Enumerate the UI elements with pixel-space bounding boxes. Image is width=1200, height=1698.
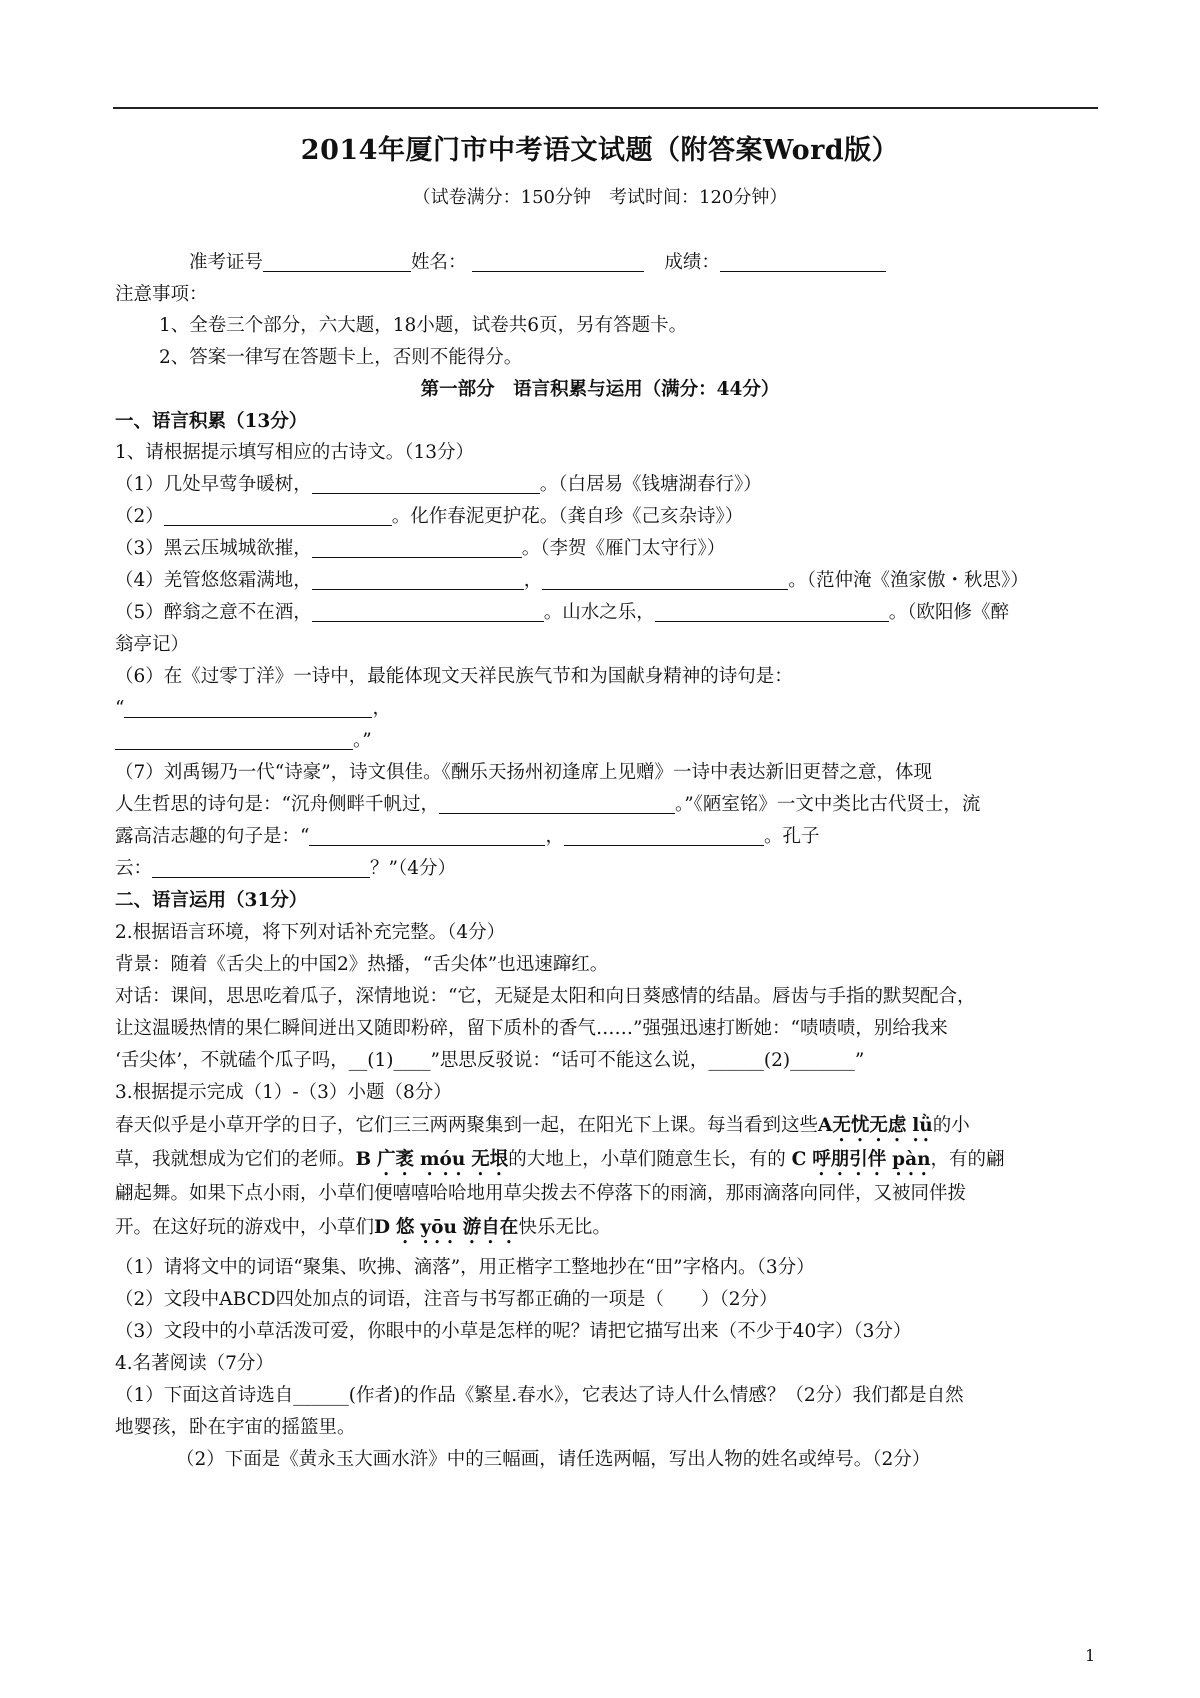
answer-blank[interactable] bbox=[164, 506, 392, 526]
question-1-item bbox=[115, 857, 456, 881]
answer-blank[interactable] bbox=[439, 794, 675, 814]
dialogue-text: 让这温暖热情的果仁瞬间迸出又随即粉碎，留下质朴的香气……”强强迅速打断她：“啧啧啧，别给我来 bbox=[115, 1018, 948, 1039]
passage-text: 春天似乎是小草开学的日子，它们三三两两聚集到一起，在阳光下上课。每当看到这些 bbox=[115, 1115, 819, 1136]
question-1-item bbox=[115, 601, 1009, 625]
option-d-pinyin: yōu bbox=[420, 1217, 457, 1238]
notes-heading: 注意事项： bbox=[115, 284, 208, 305]
option-b-word: 广袤 bbox=[377, 1149, 415, 1170]
sub-question: （1）请将文中的词语“聚集、吹拂、滴落”，用正楷字工整地抄在“田”字格内。（3分） bbox=[115, 1257, 815, 1278]
item-text: 。”《陋室铭》一文中类比古代贤士，流 bbox=[674, 794, 981, 815]
answer-blank[interactable] bbox=[115, 730, 353, 750]
passage-text: 开。在这好玩的游戏中，小草们 bbox=[115, 1217, 375, 1238]
header-rule bbox=[113, 107, 1098, 109]
question-4: 4.名著阅读（7分） bbox=[115, 1353, 274, 1374]
question-1-item bbox=[115, 793, 980, 817]
sub-question: （2）文段中ABCD四处加点的词语，注音与书写都正确的一项是（ ）（2分） bbox=[115, 1289, 778, 1310]
option-c-mark: C bbox=[791, 1149, 807, 1170]
exam-id-label: 准考证号 bbox=[189, 252, 264, 273]
page-subtitle: （试卷满分：150分钟 考试时间：120分钟） bbox=[412, 187, 788, 208]
option-a-pinyin: lǜ bbox=[912, 1115, 933, 1136]
question-1: 1、请根据提示填写相应的古诗文。（13分） bbox=[115, 442, 475, 463]
dialogue-text: ‘舌尖体’，不就磕个瓜子吗，__(1)____”思思反驳说：“话可不能这么说，______(2)_______” bbox=[115, 1050, 865, 1071]
item-text: （6）在《过零丁洋》一诗中，最能体现文天祥民族气节和为国献身精神的诗句是： bbox=[115, 666, 793, 687]
passage-line bbox=[115, 1148, 1005, 1180]
question-1-item bbox=[115, 697, 391, 721]
name-blank[interactable] bbox=[472, 252, 644, 272]
answer-blank[interactable] bbox=[312, 602, 544, 622]
item-text: （1）几处早莺争暖树， bbox=[115, 474, 312, 495]
item-text: 。（范仲淹《渔家傲・秋思》） bbox=[788, 570, 1029, 591]
question-2: 2.根据语言环境，将下列对话补充完整。（4分） bbox=[115, 922, 506, 943]
sub-question: （1）下面这首诗选自______(作者)的作品《繁星.春水》，它表达了诗人什么情感？（2分）我们都是自然 bbox=[115, 1385, 964, 1406]
question-1-item bbox=[115, 505, 743, 529]
answer-blank[interactable] bbox=[312, 538, 522, 558]
answer-blank[interactable] bbox=[655, 602, 889, 622]
option-a-word: 无忧无虑 bbox=[832, 1115, 907, 1136]
item-text: ， bbox=[372, 698, 391, 719]
item-text: 。（欧阳修《醉 bbox=[888, 602, 1010, 623]
passage-text: 快乐无比。 bbox=[518, 1217, 611, 1238]
item-text: 。孔子 bbox=[763, 826, 820, 847]
item-text: ， bbox=[523, 570, 543, 591]
section-heading: 二、语言运用（31分） bbox=[115, 890, 308, 911]
question-1-item bbox=[115, 729, 372, 753]
answer-blank[interactable] bbox=[564, 826, 764, 846]
item-text: （2） bbox=[115, 506, 164, 527]
option-d-mark: D bbox=[374, 1217, 391, 1238]
option-d-word: 悠 bbox=[395, 1217, 415, 1238]
option-b-word: 无垠 bbox=[471, 1149, 509, 1170]
section-heading: 一、语言积累（13分） bbox=[115, 411, 308, 432]
name-label: 姓名： bbox=[411, 252, 467, 273]
item-text: 。（李贺《雁门太守行》） bbox=[521, 538, 726, 559]
item-text: 云： bbox=[115, 858, 153, 879]
question-1-item bbox=[115, 473, 762, 497]
item-text: 。” bbox=[353, 730, 372, 751]
background-text: 背景：随着《舌尖上的中国2》热播，“舌尖体”也迅速蹿红。 bbox=[115, 954, 609, 975]
item-text: 。（白居易《钱塘湖春行》） bbox=[539, 474, 762, 495]
dialogue-text: 对话：课间，思思吃着瓜子，深情地说：“它，无疑是太阳和向日葵感情的结晶。唇齿与手指的默契配合， bbox=[115, 986, 976, 1007]
item-text: 翁亭记） bbox=[115, 634, 190, 655]
passage-line: 翩起舞。如果下点小雨，小草们便嘻嘻哈哈地用草尖拨去不停落下的雨滴，那雨滴落向同伴，又被同伴拨 bbox=[115, 1183, 967, 1204]
question-1-item bbox=[115, 537, 725, 561]
question-1-item bbox=[115, 569, 1029, 593]
page-number: 1 bbox=[1085, 1646, 1096, 1665]
note-item: 1、全卷三个部分，六大题，18小题，试卷共6页，另有答题卡。 bbox=[159, 315, 688, 336]
item-text: 人生哲思的诗句是：“沉舟侧畔千帆过， bbox=[115, 794, 439, 815]
passage-line bbox=[115, 1114, 970, 1146]
answer-blank[interactable] bbox=[312, 474, 540, 494]
question-1-item bbox=[115, 825, 820, 849]
item-text: “ bbox=[115, 698, 125, 719]
score-label: 成绩： bbox=[664, 252, 720, 273]
item-text: ？”（4分） bbox=[370, 858, 456, 879]
option-a-mark: A bbox=[818, 1115, 833, 1136]
poem-text: 地婴孩，卧在宇宙的摇篮里。 bbox=[115, 1417, 356, 1438]
answer-blank[interactable] bbox=[124, 698, 372, 718]
item-text: （5）醉翁之意不在酒， bbox=[115, 602, 312, 623]
passage-text: 的小 bbox=[932, 1115, 970, 1136]
sub-question: （3）文段中的小草活泼可爱，你眼中的小草是怎样的呢？请把它描写出来（不少于40字）（3分） bbox=[115, 1321, 912, 1342]
option-d-word: 游自在 bbox=[462, 1217, 519, 1238]
exam-id-blank[interactable] bbox=[263, 252, 411, 272]
option-c-pinyin: pàn bbox=[892, 1149, 931, 1170]
option-b-pinyin: móu bbox=[419, 1149, 466, 1170]
passage-text: ，有的翩 bbox=[930, 1149, 1005, 1170]
item-text: ， bbox=[545, 826, 564, 847]
sub-question: （2）下面是《黄永玉大画水浒》中的三幅画，请任选两幅，写出人物的姓名或绰号。（2分） bbox=[176, 1449, 931, 1470]
item-text: （7）刘禹锡乃一代“诗豪”，诗文俱佳。《酬乐天扬州初逢席上见赠》一诗中表达新旧更替之意，体现 bbox=[115, 762, 932, 783]
item-text: （4）羌管悠悠霜满地， bbox=[115, 570, 312, 591]
question-3: 3.根据提示完成（1）-（3）小题（8分） bbox=[115, 1082, 452, 1103]
option-c-word: 呼朋引伴 bbox=[812, 1149, 887, 1170]
candidate-info-row bbox=[189, 251, 886, 275]
note-item: 2、答案一律写在答题卡上，否则不能得分。 bbox=[159, 347, 523, 368]
answer-blank[interactable] bbox=[152, 858, 370, 878]
passage-text: 草，我就想成为它们的老师。 bbox=[115, 1149, 356, 1170]
answer-blank[interactable] bbox=[312, 570, 524, 590]
answer-blank[interactable] bbox=[309, 826, 545, 846]
part-heading: 第一部分 语言积累与运用（满分：44分） bbox=[420, 379, 780, 400]
answer-blank[interactable] bbox=[542, 570, 788, 590]
score-blank[interactable] bbox=[720, 252, 886, 272]
passage-text: 的大地上，小草们随意生长，有的 bbox=[508, 1149, 786, 1170]
item-text: 。化作春泥更护花。（龚自珍《己亥杂诗》） bbox=[391, 506, 744, 527]
page-title: 2014年厦门市中考语文试题（附答案Word版） bbox=[300, 135, 900, 166]
item-text: （3）黑云压城城欲摧， bbox=[115, 538, 312, 559]
item-text: 。山水之乐， bbox=[543, 602, 655, 623]
option-b-mark: B bbox=[355, 1149, 372, 1170]
item-text: 露高洁志趣的句子是：“ bbox=[115, 826, 310, 847]
passage-line bbox=[115, 1216, 611, 1248]
